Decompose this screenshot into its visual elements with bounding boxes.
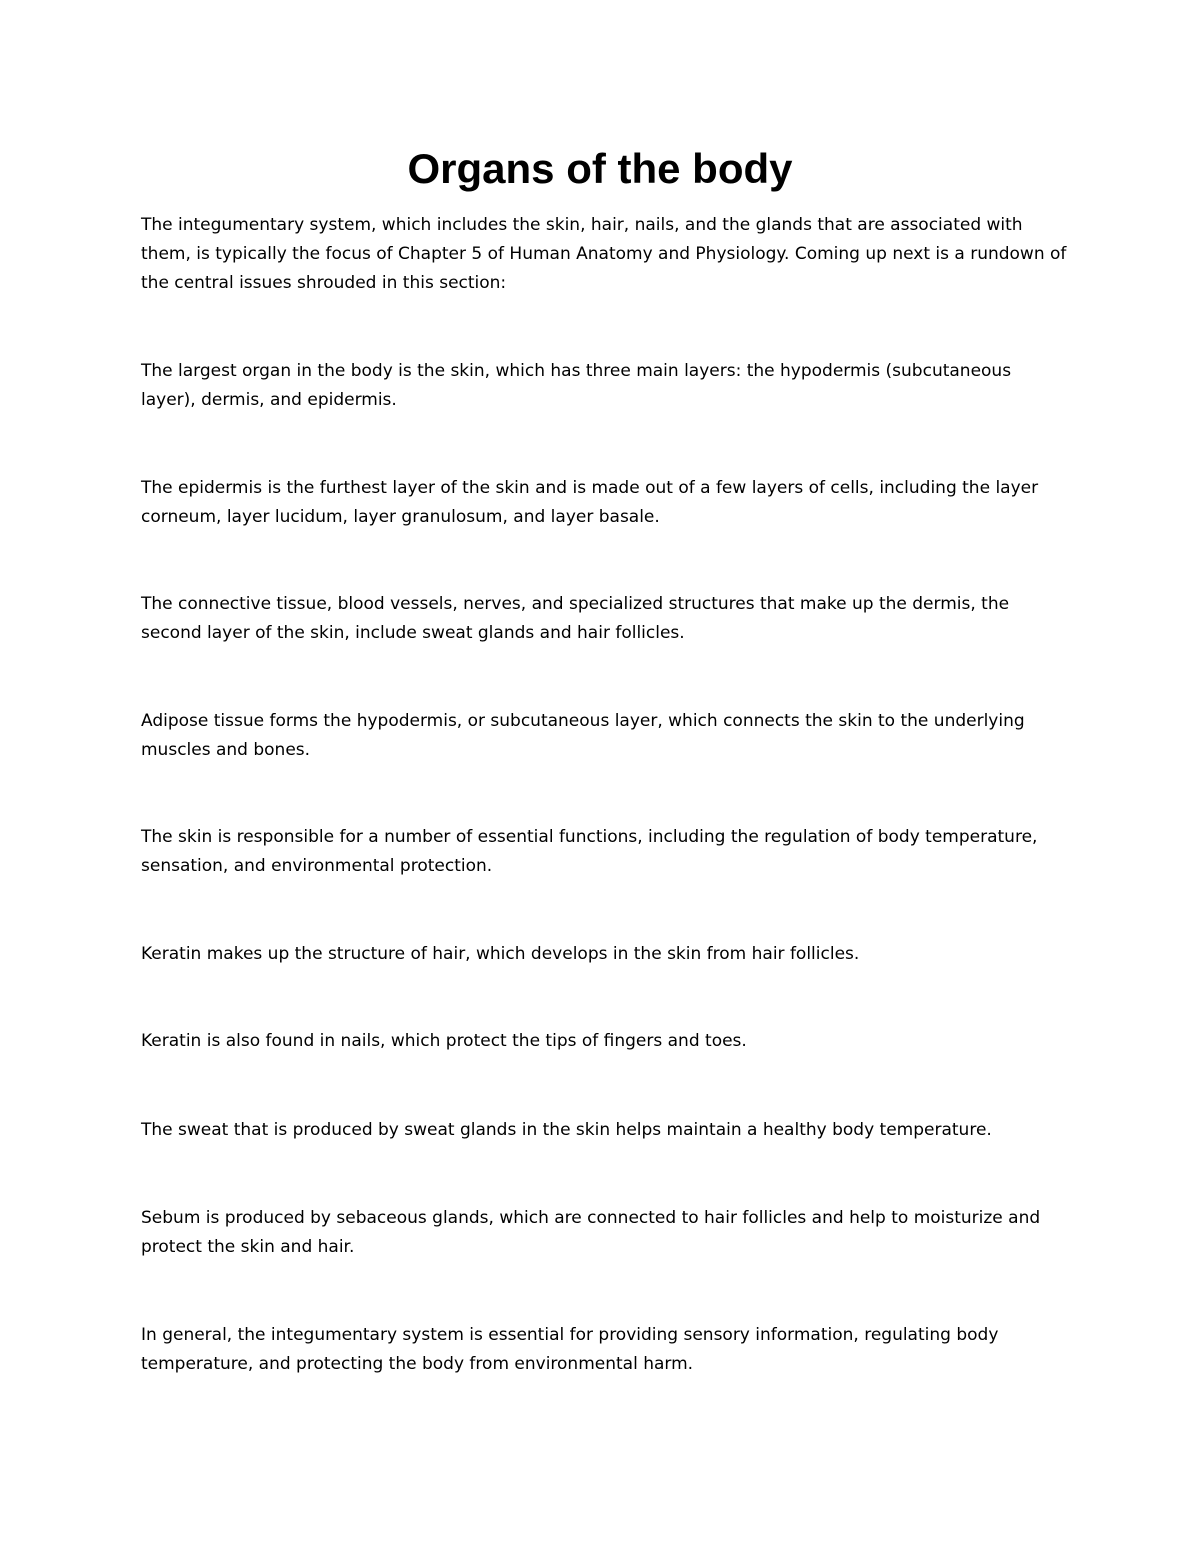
paragraph-hair: Keratin makes up the structure of hair, which develops in the skin from hair follicles. (141, 944, 860, 964)
paragraph-hypodermis: Adipose tissue forms the hypodermis, or subcutaneous layer, which connects the skin to the underlying muscles and bones. (141, 711, 1025, 760)
paragraph-sweat-glands: The sweat that is produced by sweat glands in the skin helps maintain a healthy body temperature. (141, 1120, 992, 1140)
paragraph-dermis: The connective tissue, blood vessels, nerves, and specialized structures that make up the dermis, the second layer of the skin, include sweat glands and hair follicles. (141, 594, 1010, 643)
document-title: Organs of the body (407, 145, 793, 192)
paragraph-epidermis: The epidermis is the furthest layer of the skin and is made out of a few layers of cells, including the layer corneum, layer lucidum, layer granulosum, and layer basale. (141, 478, 1039, 527)
paragraph-sebaceous-glands: Sebum is produced by sebaceous glands, which are connected to hair follicles and help to moisturize and protect the skin and hair. (141, 1208, 1041, 1257)
paragraph-nails: Keratin is also found in nails, which protect the tips of fingers and toes. (141, 1031, 747, 1051)
paragraph-skin-layers: The largest organ in the body is the skin, which has three main layers: the hypodermis (subcutaneous layer), dermis, and epidermis. (141, 361, 1012, 410)
paragraph-conclusion: In general, the integumentary system is essential for providing sensory information, regulating body temperature, and protecting the body from environmental harm. (141, 1325, 999, 1374)
paragraph-skin-functions: The skin is responsible for a number of essential functions, including the regulation of body temperature, sensation, and environmental protection. (141, 827, 1038, 876)
paragraph-intro: The integumentary system, which includes the skin, hair, nails, and the glands that are associated with them, is typically the focus of Chapter 5 of Human Anatomy and Physiology. Coming up next is a rundown of the central issues shrouded in this section: (141, 215, 1067, 293)
